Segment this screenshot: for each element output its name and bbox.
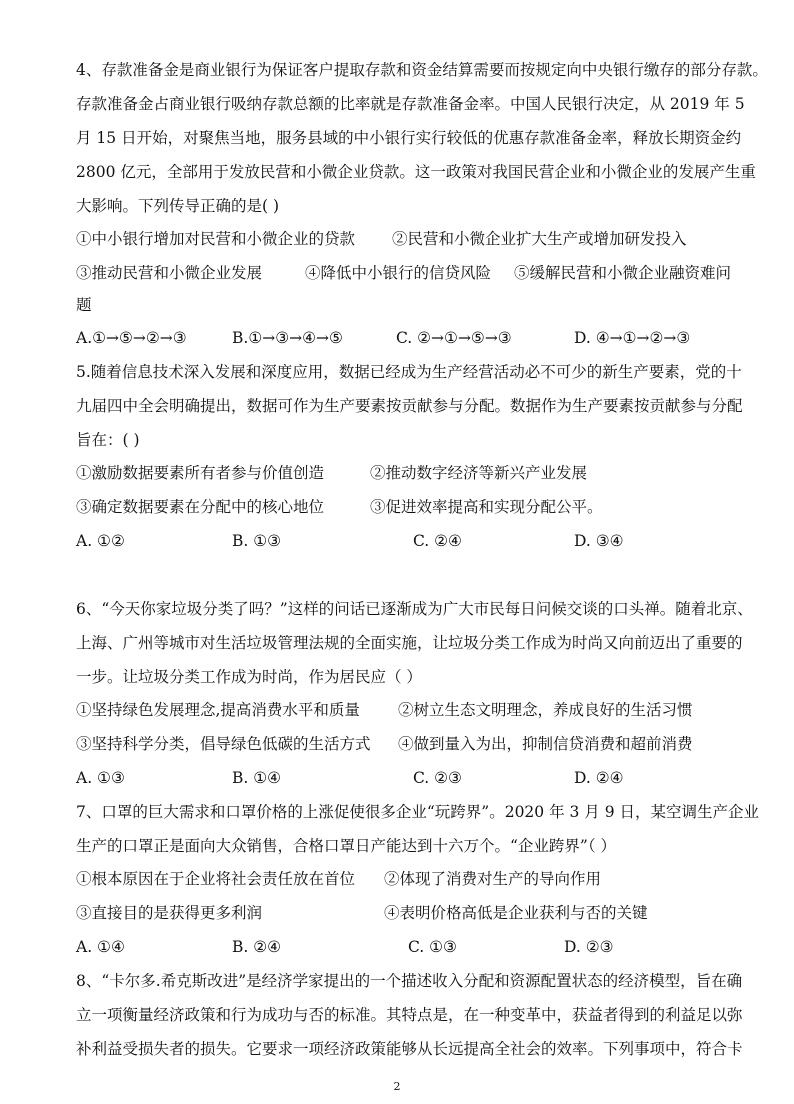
q5-item-4: ③促进效率提高和实现分配公平。 (370, 498, 603, 516)
q6-item-1: ①坚持绿色发展理念,提高消费水平和质量 (76, 701, 360, 719)
q4-item-5: ⑤缓解民营和小微企业融资难问 (514, 264, 732, 282)
q4-stem-line-3: 月 15 日开始，对聚焦当地，服务县域的中小银行实行较低的优惠存款准备金率，释放长期资金约 (76, 129, 742, 147)
q6-choice-c: C. ②③ (413, 769, 462, 787)
page-number: 2 (393, 1080, 401, 1093)
q7-choice-b: B. ②④ (232, 938, 282, 956)
q4-choice-d: D. ④→①→②→③ (574, 329, 691, 347)
q6-stem-line-3: 一步。让垃圾分类工作成为时尚，作为居民应（ ） (76, 668, 422, 686)
q4-item-4: ④降低中小银行的信贷风险 (305, 264, 492, 282)
q4-choice-a: A.①→⑤→②→③ (76, 329, 187, 347)
q4-choice-c: C. ②→①→⑤→③ (396, 329, 512, 347)
q6-item-4: ④做到量入为出，抑制信贷消费和超前消费 (398, 735, 693, 753)
q8-stem-line-1: 8、“卡尔多.希克斯改进”是经济学家提出的一个描述收入分配和资源配置状态的经济模型，旨在确 (76, 972, 743, 990)
q4-item-2: ②民营和小微企业扩大生产或增加研发投入 (392, 230, 687, 248)
q5-stem-line-1: 5.随着信息技术深入发展和深度应用，数据已经成为生产经营活动必不可少的新生产要素，党的十 (76, 363, 742, 381)
q5-stem-line-2: 九届四中全会明确提出，数据可作为生产要素按贡献参与分配。数据作为生产要素按贡献参与分配 (76, 397, 743, 415)
q4-item-wrap: 题 (76, 296, 92, 314)
q7-item-2: ②体现了消费对生产的导向作用 (384, 870, 602, 888)
q5-choice-c: C. ②④ (413, 532, 462, 550)
q7-choice-c: C. ①③ (408, 938, 457, 956)
q6-choice-b: B. ①④ (232, 769, 282, 787)
q6-item-2: ②树立生态文明理念，养成良好的生活习惯 (398, 701, 693, 719)
q8-stem-line-2: 立一项衡量经济政策和行为成功与否的标准。其特点是，在一种变革中，获益者得到的利益足以弥 (76, 1006, 743, 1024)
q6-stem-line-2: 上海、广州等城市对生活垃圾管理法规的全面实施，让垃圾分类工作成为时尚又向前迈出了重要的 (76, 634, 743, 652)
q4-stem-line-2: 存款准备金占商业银行吸纳存款总额的比率就是存款准备金率。中国人民银行决定，从 2019 年 5 (76, 95, 745, 113)
q7-item-3: ③直接目的是获得更多利润 (76, 904, 263, 922)
q7-choice-d: D. ②③ (564, 938, 614, 956)
q6-choice-d: D. ②④ (574, 769, 624, 787)
q4-choice-b: B.①→③→④→⑤ (232, 329, 343, 347)
q7-stem-line-1: 7、口罩的巨大需求和口罩价格的上涨促使很多企业“玩跨界”。2020 年 3 月 9 日，某空调生产企业 (76, 803, 760, 821)
q5-choice-b: B. ①③ (232, 532, 282, 550)
q8-stem-line-3: 补利益受损失者的损失。它要求一项经济政策能够从长远提高全社会的效率。下列事项中，符合卡 (76, 1040, 743, 1058)
q5-choice-a: A. ①② (76, 532, 125, 550)
q5-choice-d: D. ③④ (574, 532, 624, 550)
q7-item-4: ④表明价格高低是企业获利与否的关键 (384, 904, 648, 922)
q7-choice-a: A. ①④ (76, 938, 125, 956)
q6-stem-line-1: 6、“今天你家垃圾分类了吗？”这样的问话已逐渐成为广大市民每日问候交谈的口头禅。随着北京、 (76, 600, 753, 618)
q4-stem-line-5: 大影响。下列传导正确的是( ) (76, 197, 280, 215)
q4-item-3: ③推动民营和小微企业发展 (76, 264, 263, 282)
q4-stem-line-1: 4、存款准备金是商业银行为保证客户提取存款和资金结算需要而按规定向中央银行缴存的部分存款。 (76, 61, 768, 79)
q4-item-1: ①中小银行增加对民营和小微企业的贷款 (76, 230, 356, 248)
q7-stem-line-2: 生产的口罩正是面向大众销售，合格口罩日产能达到十六万个。“企业跨界”（ ） (76, 837, 617, 855)
q6-choice-a: A. ①③ (76, 769, 125, 787)
q5-item-2: ②推动数字经济等新兴产业发展 (370, 464, 588, 482)
q5-stem-line-3: 旨在：( ) (76, 431, 140, 449)
q7-item-1: ①根本原因在于企业将社会责任放在首位 (76, 870, 356, 888)
q6-item-3: ③坚持科学分类，倡导绿色低碳的生活方式 (76, 735, 371, 753)
q5-item-1: ①激励数据要素所有者参与价值创造 (76, 464, 325, 482)
q4-stem-line-4: 2800 亿元，全部用于发放民营和小微企业贷款。这一政策对我国民营企业和小微企业的发展产生重 (76, 163, 756, 181)
q5-item-3: ③确定数据要素在分配中的核心地位 (76, 498, 325, 516)
